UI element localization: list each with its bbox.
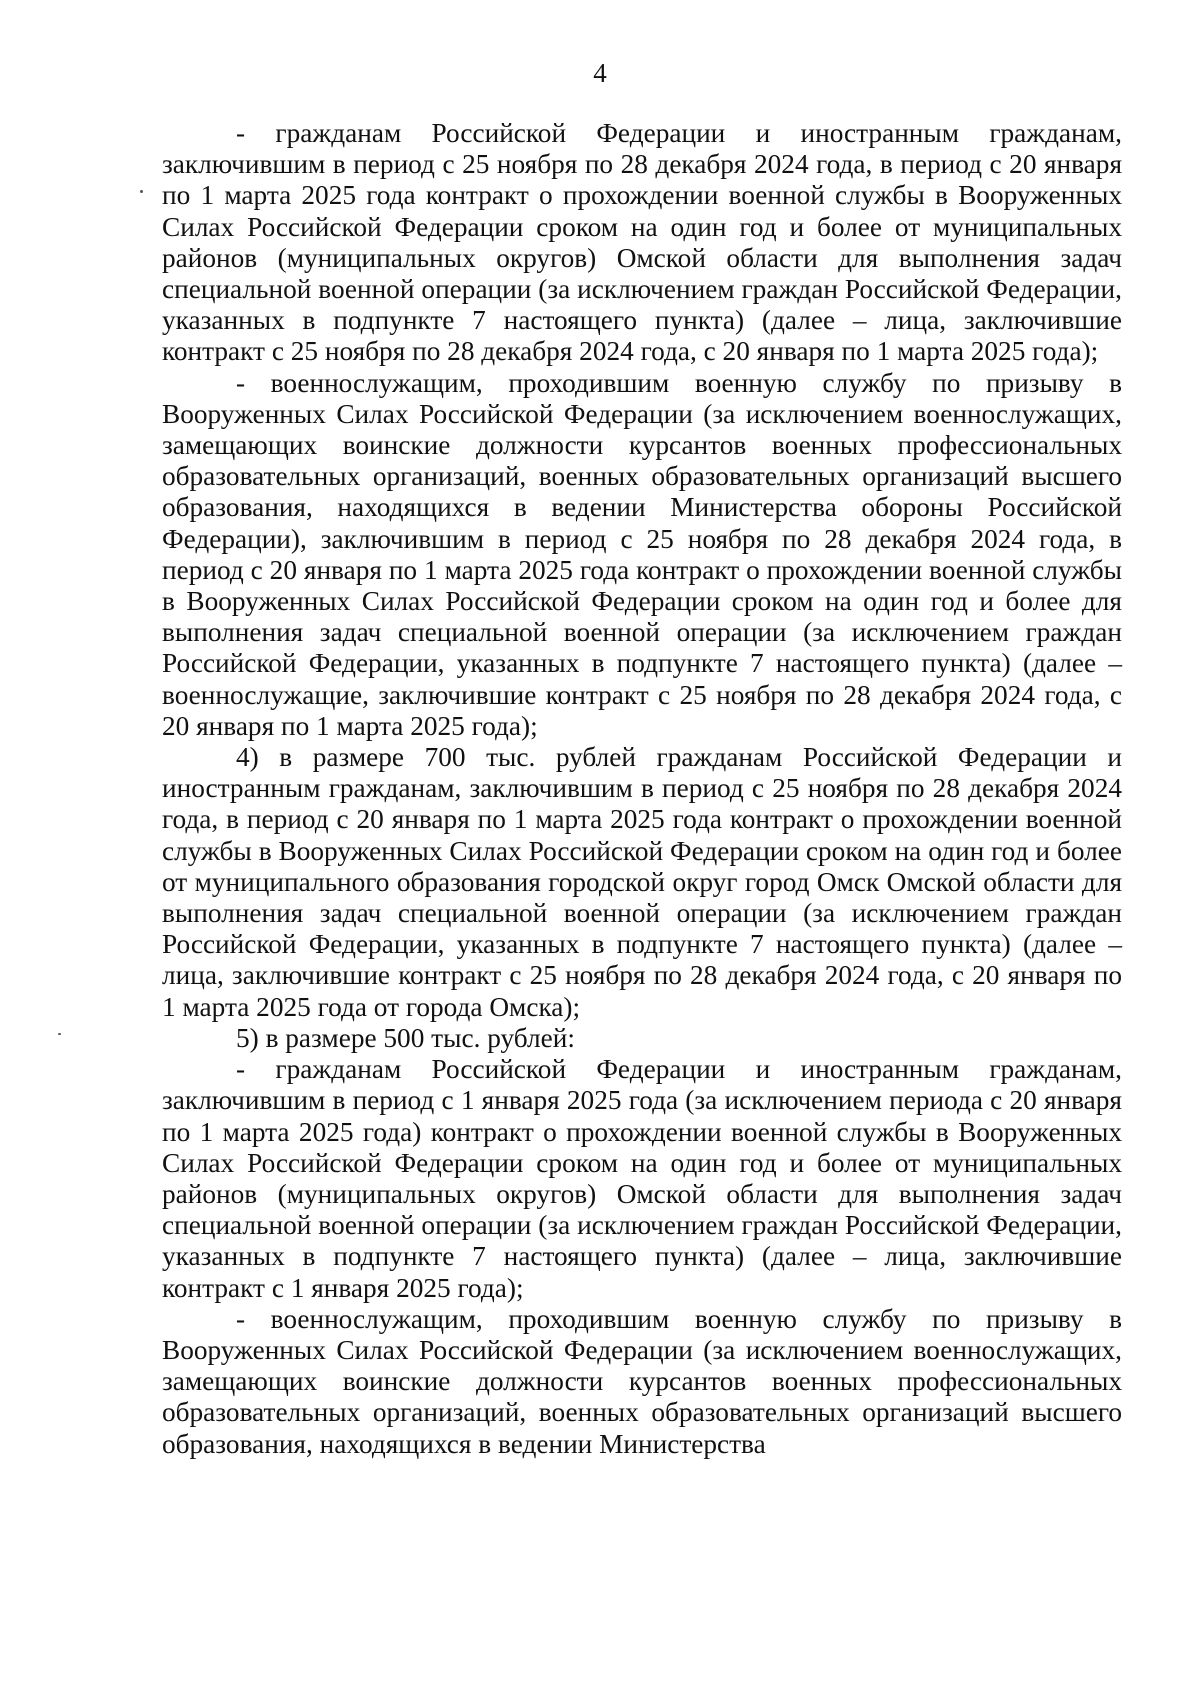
paragraph-citizens-jan-2025: - гражданам Российской Федерации и иностранным гражданам, заключившим в период с 1 января 2025 года (за исключением периода с 20 января по 1 марта 2025 года) контракт о прохождении военной службы в Вооруженных Силах Российской Федерации сроком на один год и более от муниципальных районов (муниципальных округов) Омской области для выполнения задач специальной военной операции (за исключением граждан Российской Федерации, указанных в подпункте 7 настоящего пункта) (далее – лица, заключившие контракт с 1 января 2025 года); <box>162 1054 1122 1303</box>
scan-speck <box>58 1033 61 1035</box>
document-body <box>162 118 1122 1460</box>
paragraph-servicemen-nov-dec-2024: - военнослужащим, проходившим военную службу по призыву в Вооруженных Силах Российской Федерации (за исключением военнослужащих, замещающих воинские должности курсантов военных профессиональных образовательных организаций, военных образовательных организаций высшего образования, находящихся в ведении Министерства обороны Российской Федерации), заключившим в период с 25 ноября по 28 декабря 2024 года, в период с 20 января по 1 марта 2025 года контракт о прохождении военной службы в Вооруженных Силах Российской Федерации сроком на один год и более для выполнения задач специальной военной операции (за исключением граждан Российской Федерации, указанных в подпункте 7 настоящего пункта) (далее – военнослужащие, заключившие контракт с 25 ноября по 28 декабря 2024 года, с 20 января по 1 марта 2025 года); <box>162 367 1122 741</box>
scan-speck <box>140 190 143 193</box>
page-number: 4 <box>593 58 607 88</box>
paragraph-citizens-nov-dec-2024: - гражданам Российской Федерации и иностранным гражданам, заключившим в период с 25 ноября по 28 декабря 2024 года, в период с 20 января по 1 марта 2025 года контракт о прохождении военной службы в Вооруженных Силах Российской Федерации сроком на один год и более от муниципальных районов (муниципальных округов) Омской области для выполнения задач специальной военной операции (за исключением граждан Российской Федерации, указанных в подпункте 7 настоящего пункта) (далее – лица, заключившие контракт с 25 ноября по 28 декабря 2024 года, с 20 января по 1 марта 2025 года); <box>162 118 1122 367</box>
paragraph-item-4-700k: 4) в размере 700 тыс. рублей гражданам Российской Федерации и иностранным гражданам, заключившим в период с 25 ноября по 28 декабря 2024 года, в период с 20 января по 1 марта 2025 года контракт о прохождении военной службы в Вооруженных Силах Российской Федерации сроком на один год и более от муниципального образования городской округ город Омск Омской области для выполнения задач специальной военной операции (за исключением граждан Российской Федерации, указанных в подпункте 7 настоящего пункта) (далее – лица, заключившие контракт с 25 ноября по 28 декабря 2024 года, с 20 января по 1 марта 2025 года от города Омска); <box>162 742 1122 1022</box>
paragraph-item-5-500k: 5) в размере 500 тыс. рублей: <box>236 1022 575 1053</box>
paragraph-servicemen-jan-2025: - военнослужащим, проходившим военную службу по призыву в Вооруженных Силах Российской Федерации (за исключением военнослужащих, замещающих воинские должности курсантов военных профессиональных образовательных организаций, военных образовательных организаций высшего образования, находящихся в ведении Министерства <box>162 1303 1122 1459</box>
